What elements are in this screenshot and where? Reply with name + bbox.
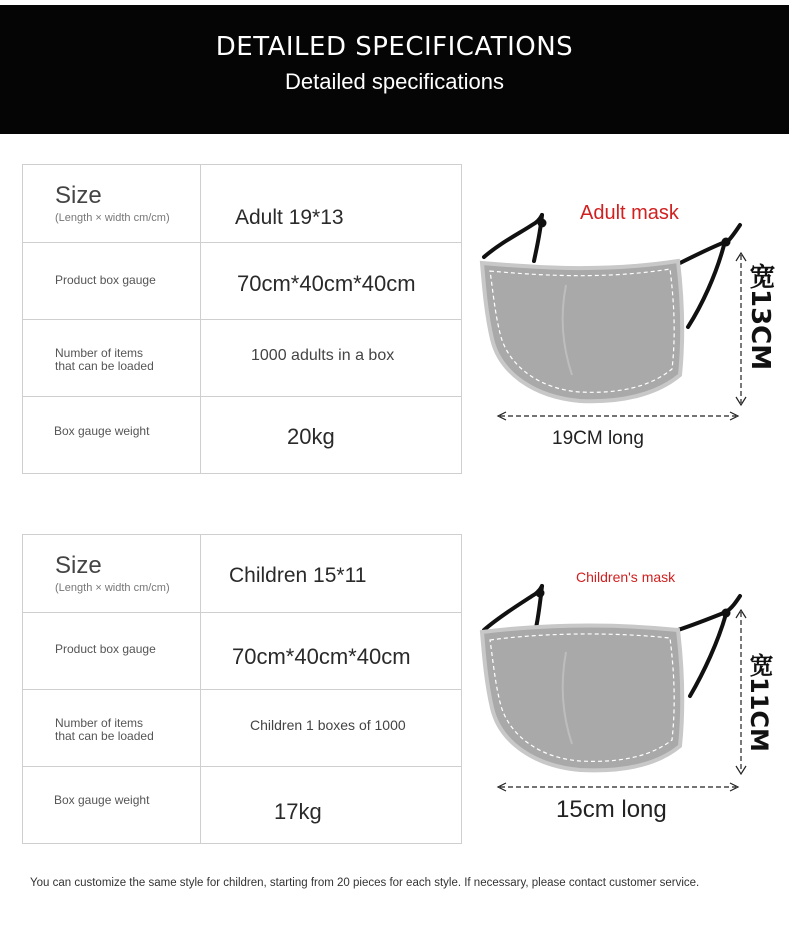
banner-title: DETAILED SPECIFICATIONS (215, 32, 574, 62)
weight-value: 20kg (287, 424, 335, 449)
weight-label: Box gauge weight (54, 793, 150, 807)
header-banner (0, 5, 789, 134)
children-mask-title: Children's mask (576, 569, 676, 585)
footnote-text: You can customize the same style for children, starting from 20 pieces for each style. If necessary, please contact customer service. (30, 877, 700, 889)
items-label-line-1: Number of items (55, 716, 144, 730)
adult-spec-table (22, 164, 462, 474)
size-hint: (Length × width cm/cm) (55, 582, 170, 594)
box-gauge-value: 70cm*40cm*40cm (237, 271, 416, 296)
box-value-cell (201, 243, 461, 319)
items-label-line-1: Number of items (55, 346, 144, 360)
size-label-cell (23, 165, 201, 242)
adult-length-label: 19CM long (552, 428, 644, 449)
weight-label-cell (23, 397, 201, 473)
items-value: 1000 adults in a box (251, 347, 395, 364)
items-label-line-2: that can be loaded (55, 359, 154, 373)
size-label: Size (55, 182, 102, 209)
items-value-cell (201, 690, 461, 766)
children-width-label: 宽11CM (745, 653, 773, 752)
table-row (23, 396, 461, 473)
table-row (23, 165, 461, 242)
weight-value-cell (201, 767, 461, 843)
items-value: Children 1 boxes of 1000 (250, 717, 406, 733)
items-label-cell (23, 320, 201, 396)
size-hint: (Length × width cm/cm) (55, 212, 170, 224)
children-length-label: 15cm long (556, 796, 667, 823)
adult-width-label: 宽13CM (745, 263, 775, 371)
adult-mask-figure (470, 185, 789, 465)
items-label-line-2: that can be loaded (55, 729, 154, 743)
box-gauge-value: 70cm*40cm*40cm (232, 644, 411, 669)
items-value-cell (201, 320, 461, 396)
table-row (23, 242, 461, 319)
size-label: Size (55, 552, 102, 579)
size-value: Adult 19*13 (235, 206, 344, 229)
table-row (23, 535, 461, 612)
weight-label-cell (23, 767, 201, 843)
box-gauge-label: Product box gauge (55, 642, 156, 656)
banner-subtitle: Detailed specifications (285, 69, 504, 94)
size-label-cell (23, 535, 201, 612)
children-mask-figure (470, 560, 789, 835)
adult-mask-title: Adult mask (580, 202, 679, 224)
box-value-cell (201, 613, 461, 689)
weight-value-cell (201, 397, 461, 473)
items-label-cell (23, 690, 201, 766)
size-value-cell (201, 165, 461, 242)
table-row (23, 689, 461, 766)
weight-value: 17kg (274, 799, 322, 824)
size-value: Children 15*11 (229, 564, 367, 587)
children-spec-table (22, 534, 462, 844)
table-row (23, 612, 461, 689)
box-label-cell (23, 243, 201, 319)
box-label-cell (23, 613, 201, 689)
size-value-cell (201, 535, 461, 612)
weight-label: Box gauge weight (54, 424, 150, 438)
box-gauge-label: Product box gauge (55, 273, 156, 287)
table-row (23, 319, 461, 396)
table-row (23, 766, 461, 843)
